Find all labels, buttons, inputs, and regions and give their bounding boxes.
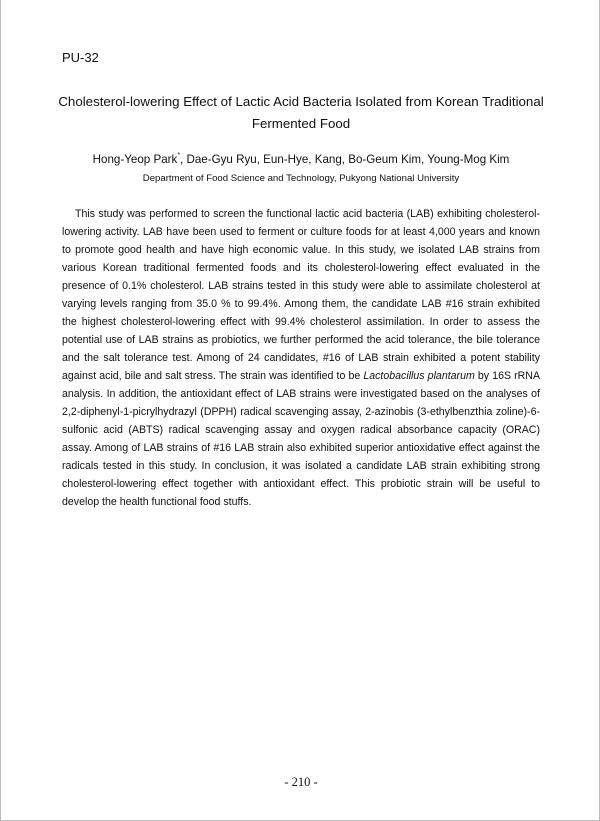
abstract-line: develop the health functional food stuffs. (62, 496, 252, 508)
abstract-line: the highest cholesterol-lowering effect with 99.4% cholesterol assimilation. In order to assess the (62, 316, 540, 328)
corresponding-author-mark: * (177, 152, 181, 159)
author-list (41, 153, 561, 166)
abstract-line: lowering activity. LAB have been used to ferment or culture foods for at least 4,000 years and known (62, 226, 540, 238)
abstract-line: to promote good health and have high economic value. In this study, we isolated LAB strains from (62, 244, 540, 256)
species-line-after: by 16S rRNA (474, 370, 540, 382)
abstract-line: sulfonic acid (ABTS) radical scavenging assay and oxygen radical absorbance capacity (ORAC) (62, 424, 540, 436)
co-authors: , Dae-Gyu Ryu, Eun-Hye, Kang, Bo-Geum Kim, Young-Mog Kim (180, 153, 510, 166)
abstract-line: assay. Among of LAB strains of #16 LAB strain also exhibited superior antioxidative effect against the (62, 442, 540, 454)
abstract-line: analysis. In addition, the antioxidant effect of LAB strains were investigated based on the analyses of (62, 388, 540, 400)
abstract-line-with-species (62, 367, 540, 385)
paper-title (51, 91, 551, 135)
abstract-line: cholesterol-lowering effect together with antioxidant effect. This probiotic strain will be useful to (62, 478, 540, 490)
paper-title-line-1: Cholesterol-lowering Effect of Lactic Acid Bacteria Isolated from Korean Traditional (58, 94, 544, 109)
paper-title-line-2: Fermented Food (251, 116, 351, 131)
abstract-body (62, 205, 540, 511)
abstract-line: varying levels ranging from 35.0 % to 99.4%. Among them, the candidate LAB #16 strain exhibited (62, 298, 540, 310)
abstract-code: PU-32 (62, 50, 99, 65)
abstract-line: various Korean traditional fermented foods and its cholesterol-lowering effect evaluated in the (62, 262, 540, 274)
abstract-line: and the salt tolerance test. Among of 24 candidates, #16 of LAB strain exhibited a potent stability (62, 352, 540, 364)
abstract-line: presence of 0.1% cholesterol. LAB strains tested in this study were able to assimilate cholesterol at (62, 280, 540, 292)
abstract-line: potential use of LAB strains as probiotics, we further performed the acid tolerance, the bile tolerance (62, 334, 540, 346)
abstract-line: 2,2-diphenyl-1-picrylhydrazyl (DPPH) radical scavenging assay, 2-azinobis (3-ethylbenzthia zoline)-6- (62, 406, 540, 418)
first-author: Hong-Yeop Park (92, 153, 178, 166)
page-number: - 210 - (284, 775, 318, 789)
species-name: Lactobacillus plantarum (363, 370, 475, 382)
affiliation: Department of Food Science and Technology, Pukyong National University (142, 173, 460, 184)
species-line-before: against acid, bile and salt stress. The strain was identified to be (62, 370, 364, 382)
abstract-line: radicals tested in this study. In conclusion, it was isolated a candidate LAB strain exhibiting strong (62, 460, 540, 472)
abstract-line: This study was performed to screen the functional lactic acid bacteria (LAB) exhibiting cholesterol- (75, 208, 540, 220)
